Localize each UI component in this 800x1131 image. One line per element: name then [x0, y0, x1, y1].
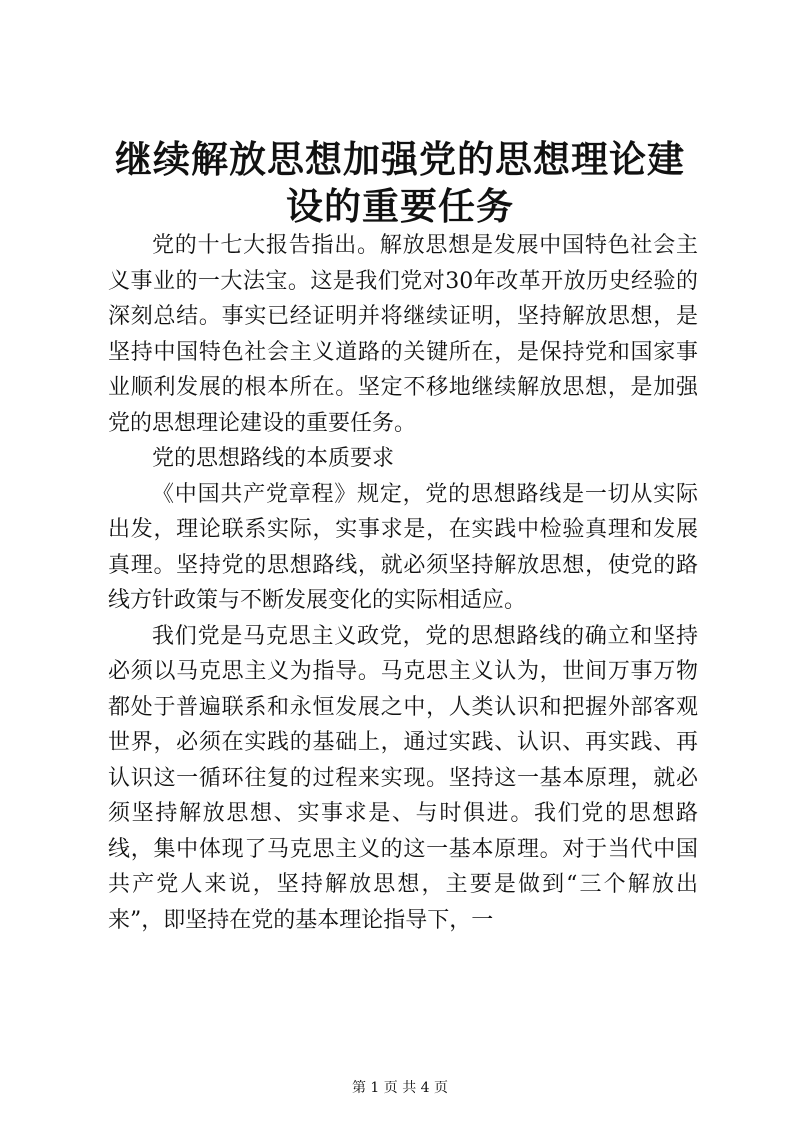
section-heading: 党的思想路线的本质要求 — [152, 446, 395, 471]
document-title: 继续解放思想加强党的思想理论建设的重要任务 — [115, 137, 685, 228]
paragraph-marxism: 我们党是马克思主义政党，党的思想路线的确立和坚持必须以马克思主义为指导。马克思主义认为，世间万事万物都处于普遍联系和永恒发展之中，人类认识和把握外部客观世界，必须在实践的基础上，通过实践、认识、再实践、再认识这一循环往复的过程来实现。坚持这一基本原理，就必须坚持解放思想、实事求是、与时俱进。我们党的思想路线，集中体现了马克思主义的这一基本原理。对于当代中国共产党人来说，坚持解放思想，主要是做到“三个解放出来”，即坚持在党的基本理论指导下，一 — [108, 623, 698, 933]
page-footer: 第 1 页 共 4 页 — [351, 1080, 449, 1096]
paragraph-intro: 党的十七大报告指出。解放思想是发展中国特色社会主义事业的一大法宝。这是我们党对30年改革开放历史经验的深刻总结。事实已经证明并将继续证明，坚持解放思想，是坚持中国特色社会主义道路的关键所在，是保持党和国家事业顺利发展的根本所在。坚定不移地继续解放思想，是加强党的思想理论建设的重要任务。 — [108, 233, 698, 436]
document-body — [108, 228, 698, 938]
paragraph-party-constitution: 《中国共产党章程》规定，党的思想路线是一切从实际出发，理论联系实际，实事求是，在实践中检验真理和发展真理。坚持党的思想路线，就必须坚持解放思想，使党的路线方针政策与不断发展变化的实际相适应。 — [108, 481, 698, 613]
